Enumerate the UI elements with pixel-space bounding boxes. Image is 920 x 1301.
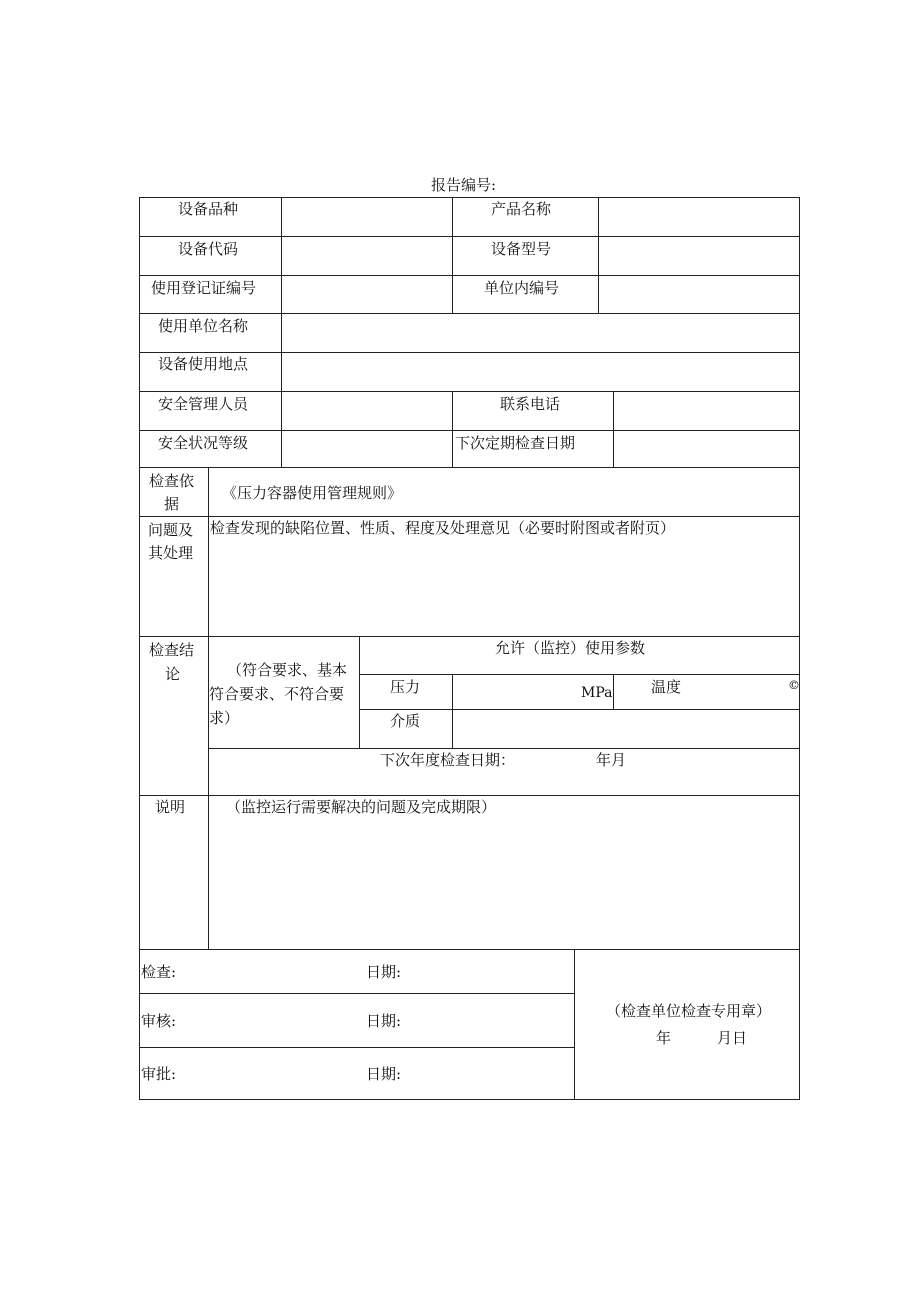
inspect-date-label: 日期: <box>366 963 402 981</box>
medium-field[interactable] <box>453 710 799 748</box>
conclusion-label-line1: 检查结 <box>149 641 195 659</box>
registration-no-label: 使用登记证编号 <box>151 279 257 297</box>
report-number-label: 报告编号: <box>431 176 497 194</box>
stamp-year: 年 <box>656 1029 672 1047</box>
notes-field[interactable] <box>209 824 799 948</box>
next-periodic-date-label: 下次定期检查日期 <box>455 434 576 452</box>
reviewer-field[interactable] <box>185 1003 355 1041</box>
safety-grade-label: 安全状况等级 <box>158 434 249 452</box>
equipment-type-field[interactable] <box>282 198 452 236</box>
basis-label-line1: 检查依 <box>149 472 195 490</box>
equipment-type-label: 设备品种 <box>178 200 239 218</box>
approve-label: 审批: <box>141 1065 177 1083</box>
contact-phone-label: 联系电话 <box>500 395 561 413</box>
next-annual-date-field[interactable] <box>520 750 590 790</box>
problems-instruction: 检查发现的缺陷位置、性质、程度及处理意见（必要时附图或者附页） <box>210 519 676 537</box>
notes-instruction: （监控运行需要解决的问题及完成期限） <box>226 798 497 816</box>
unit-internal-no-field[interactable] <box>599 276 799 313</box>
pressure-unit: MPa <box>581 685 613 701</box>
equipment-model-field[interactable] <box>599 237 799 275</box>
user-unit-name-field[interactable] <box>282 314 799 352</box>
temperature-field[interactable] <box>690 675 786 709</box>
inspect-label: 检查: <box>141 963 177 981</box>
problems-label-line1: 问题及 <box>148 521 194 539</box>
conclusion-options-line1: （符合要求、基本 <box>227 661 348 679</box>
conclusion-options-line3: 求） <box>209 709 240 727</box>
conclusion-options-line2: 符合要求、不符合要 <box>209 685 345 703</box>
temperature-label: 温度 <box>651 678 682 696</box>
approve-date-label: 日期: <box>366 1065 402 1083</box>
notes-label: 说明 <box>155 798 186 816</box>
equipment-model-label: 设备型号 <box>491 240 552 258</box>
user-unit-name-label: 使用单位名称 <box>158 317 249 335</box>
conclusion-label-line2: 论 <box>165 665 181 683</box>
temperature-unit: © <box>788 678 800 692</box>
review-date-label: 日期: <box>366 1012 402 1030</box>
inspect-date-field[interactable] <box>410 955 570 989</box>
basis-value: 《压力容器使用管理规则》 <box>222 484 403 502</box>
unit-internal-no-label: 单位内编号 <box>484 279 560 297</box>
usage-location-field[interactable] <box>282 353 799 391</box>
registration-no-field[interactable] <box>282 276 452 313</box>
equipment-code-label: 设备代码 <box>178 240 239 258</box>
product-name-field[interactable] <box>599 198 799 236</box>
inspector-field[interactable] <box>185 955 355 989</box>
basis-label-line2: 据 <box>164 495 180 513</box>
safety-manager-field[interactable] <box>282 392 452 430</box>
medium-label: 介质 <box>390 712 421 730</box>
safety-grade-field[interactable] <box>282 431 452 467</box>
next-annual-date-label: 下次年度检查日期： <box>380 751 516 769</box>
next-annual-year-month: 年月 <box>596 751 627 769</box>
usage-location-label: 设备使用地点 <box>158 355 249 373</box>
problems-label-line2: 其处理 <box>148 544 194 562</box>
next-periodic-date-field[interactable] <box>614 431 799 467</box>
stamp-text: （检查单位检查专用章） <box>606 1002 772 1020</box>
product-name-label: 产品名称 <box>491 200 552 218</box>
approve-date-field[interactable] <box>410 1055 570 1093</box>
pressure-label: 压力 <box>390 678 421 696</box>
equipment-code-field[interactable] <box>282 237 452 275</box>
stamp-month-day: 月日 <box>717 1029 748 1047</box>
approver-field[interactable] <box>185 1055 355 1093</box>
contact-phone-field[interactable] <box>614 392 799 430</box>
pressure-field[interactable] <box>453 675 573 709</box>
review-label: 审核: <box>141 1012 177 1030</box>
safety-manager-label: 安全管理人员 <box>158 395 249 413</box>
problems-field[interactable] <box>209 544 799 636</box>
review-date-field[interactable] <box>410 1003 570 1041</box>
params-title: 允许（监控）使用参数 <box>495 639 646 657</box>
